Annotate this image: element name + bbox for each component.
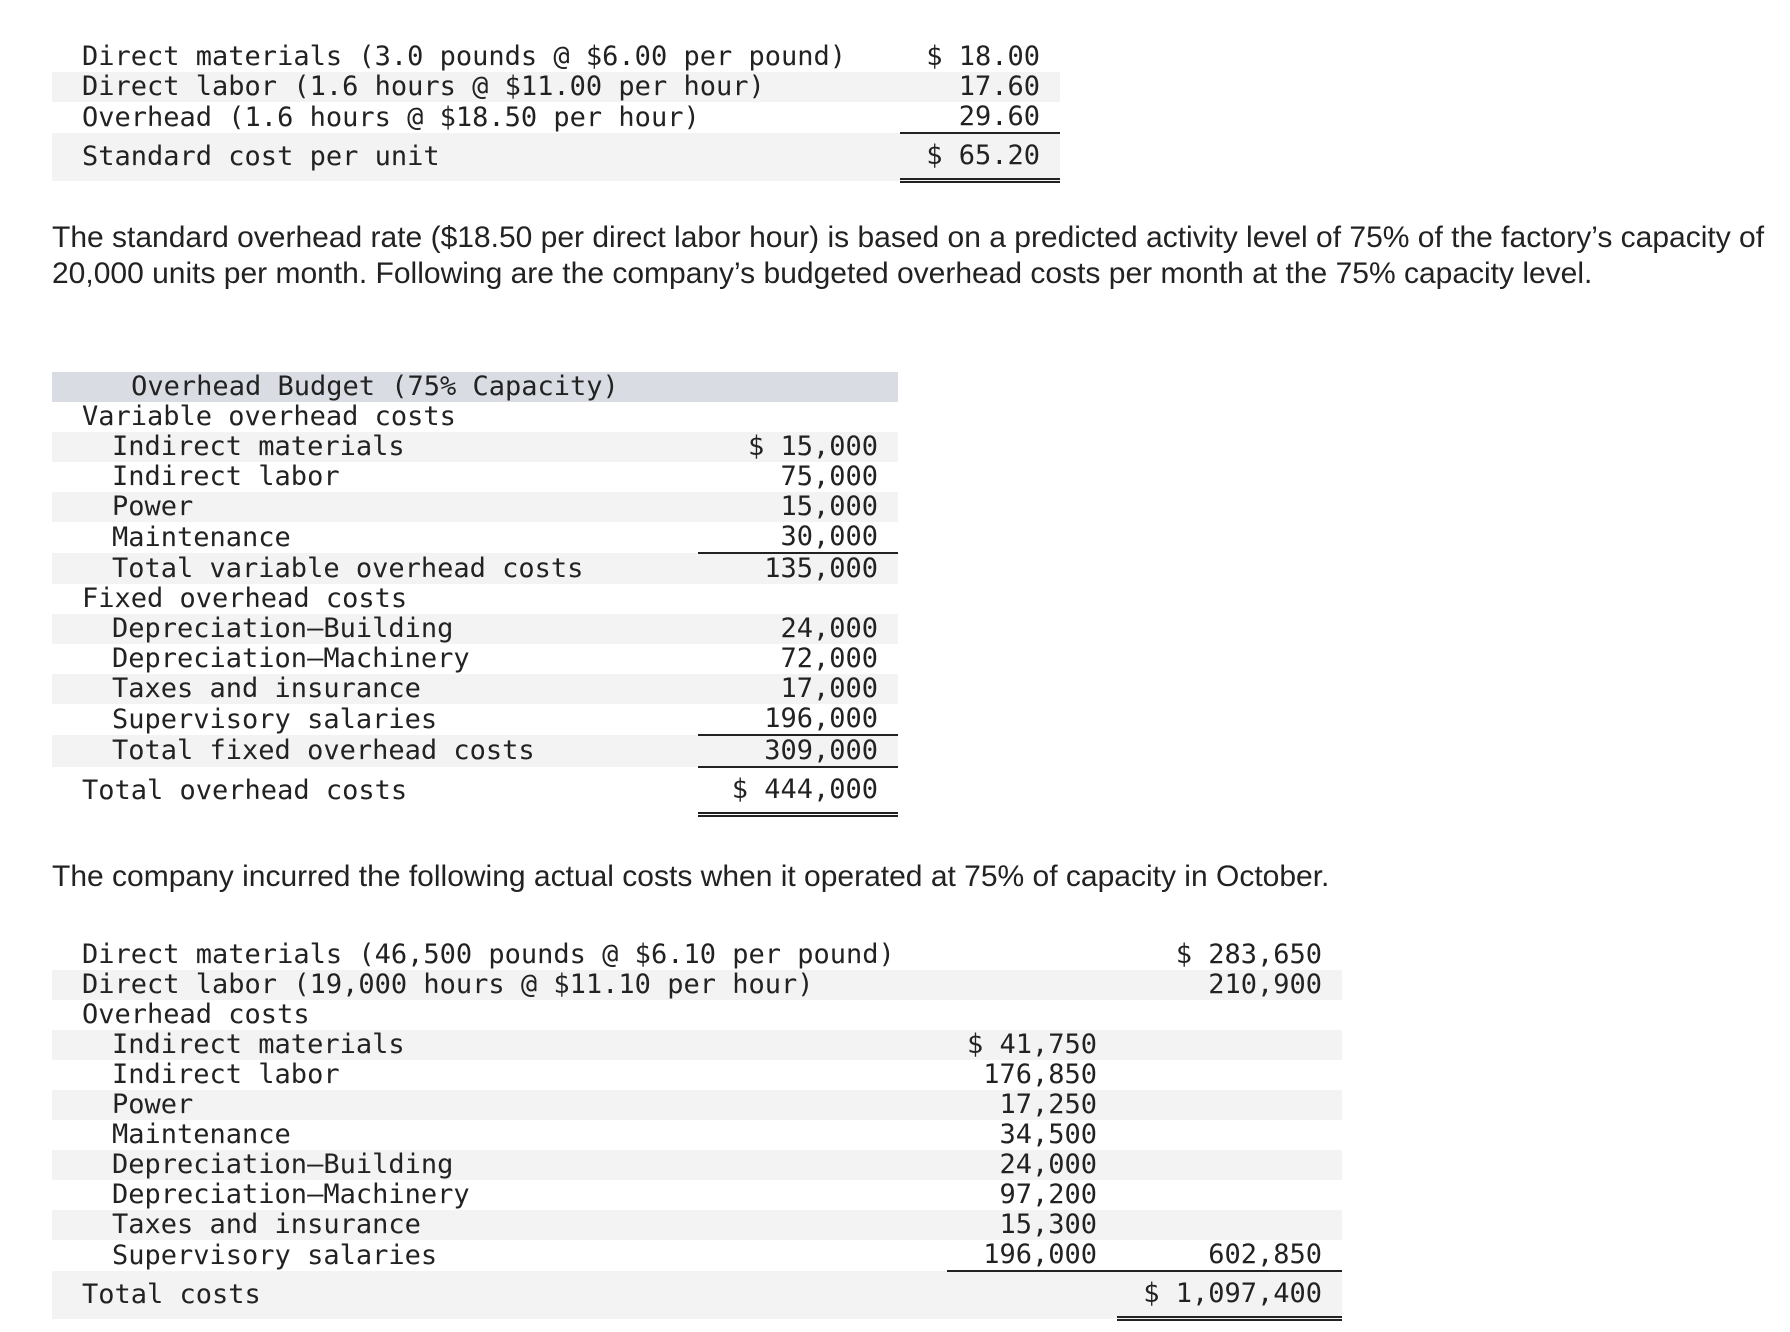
row-value: 75,000 bbox=[780, 461, 878, 492]
row-label: Power bbox=[52, 492, 698, 522]
total-row bbox=[52, 1271, 1342, 1319]
row-value: 34,500 bbox=[999, 1119, 1097, 1150]
row-value: 135,000 bbox=[698, 553, 898, 584]
row-value: 15,300 bbox=[947, 1210, 1117, 1240]
row-label: Direct materials (3.0 pounds @ $6.00 per pound) bbox=[82, 41, 847, 72]
table-row bbox=[52, 1060, 1342, 1090]
table-row bbox=[52, 970, 1342, 1000]
total-label: Standard cost per unit bbox=[52, 133, 900, 181]
total-row bbox=[52, 133, 1060, 181]
row-label: Taxes and insurance bbox=[52, 1210, 947, 1240]
section-heading: Overhead costs bbox=[82, 999, 310, 1030]
table-row bbox=[52, 1150, 1342, 1180]
standard-cost-table bbox=[52, 42, 1060, 183]
table-row bbox=[52, 492, 898, 522]
overhead-total-value: 602,850 bbox=[1117, 1240, 1342, 1271]
row-value: 17,000 bbox=[698, 674, 898, 704]
row-label: Taxes and insurance bbox=[52, 674, 698, 704]
row-value: 24,000 bbox=[947, 1150, 1117, 1180]
row-value: 72,000 bbox=[780, 643, 878, 674]
table-row bbox=[52, 432, 898, 462]
table-row bbox=[52, 1090, 1342, 1120]
row-label: Maintenance bbox=[112, 521, 291, 553]
row-label: Depreciation—Machinery bbox=[112, 643, 470, 674]
row-label: Indirect labor bbox=[112, 461, 340, 492]
row-label: Supervisory salaries bbox=[112, 703, 438, 735]
row-label: Indirect labor bbox=[112, 1059, 340, 1090]
table-row bbox=[52, 522, 898, 553]
row-value: 97,200 bbox=[999, 1179, 1097, 1210]
row-value: 196,000 bbox=[947, 1240, 1117, 1271]
row-value: 309,000 bbox=[698, 735, 898, 767]
row-label: Total fixed overhead costs bbox=[52, 735, 698, 767]
paragraph-overhead-rate: The standard overhead rate ($18.50 per direct labor hour) is based on a predicted activity level of 75% of the factory’s capacity of 20,000 units per month. Following are the company’s budgeted overhead costs per month at the 75% capacity level. bbox=[52, 221, 1765, 290]
table-row bbox=[52, 644, 898, 674]
paragraph-actual-costs: The company incurred the following actual costs when it operated at 75% of capacity in October. bbox=[52, 860, 1330, 893]
row-label: Indirect materials bbox=[52, 432, 698, 462]
budget-title: Overhead Budget (75% Capacity) bbox=[52, 372, 898, 402]
table-header bbox=[52, 372, 898, 402]
row-value: 15,000 bbox=[698, 492, 898, 522]
section-heading: Variable overhead costs bbox=[82, 401, 456, 432]
row-value: 196,000 bbox=[698, 704, 898, 735]
subtotal-row bbox=[52, 553, 898, 584]
section-heading: Fixed overhead costs bbox=[82, 583, 408, 614]
row-value: 29.60 bbox=[900, 102, 1060, 133]
table-row bbox=[52, 1120, 1342, 1150]
row-value: $ 283,650 bbox=[1175, 939, 1322, 970]
total-label: Total overhead costs bbox=[82, 774, 408, 806]
table-row bbox=[52, 42, 1060, 72]
total-row bbox=[52, 767, 898, 815]
row-label: Indirect materials bbox=[52, 1030, 947, 1060]
row-label: Power bbox=[52, 1090, 947, 1120]
row-value: 17,250 bbox=[947, 1090, 1117, 1120]
row-label: Depreciation—Building bbox=[52, 614, 698, 644]
table-row bbox=[52, 614, 898, 644]
table-row bbox=[52, 704, 898, 735]
row-label: Depreciation—Building bbox=[52, 1150, 947, 1180]
total-value: $ 65.20 bbox=[900, 133, 1060, 181]
table-row bbox=[52, 102, 1060, 133]
row-value: 176,850 bbox=[983, 1059, 1097, 1090]
overhead-budget-table bbox=[52, 372, 898, 817]
table-row bbox=[52, 72, 1060, 102]
row-label: Direct labor (1.6 hours @ $11.00 per hour) bbox=[52, 72, 900, 102]
total-value: $ 1,097,400 bbox=[1117, 1271, 1342, 1319]
row-label: Supervisory salaries bbox=[112, 1239, 438, 1271]
table-row bbox=[52, 940, 1342, 970]
row-value: 210,900 bbox=[1117, 970, 1342, 1000]
row-label: Maintenance bbox=[112, 1119, 291, 1150]
row-label: Direct labor (19,000 hours @ $11.10 per hour) bbox=[52, 970, 947, 1000]
row-value: 24,000 bbox=[698, 614, 898, 644]
total-value: $ 444,000 bbox=[698, 767, 898, 815]
table-row bbox=[52, 1210, 1342, 1240]
row-value: $ 41,750 bbox=[947, 1030, 1117, 1060]
subtotal-row bbox=[52, 735, 898, 767]
row-label: Total variable overhead costs bbox=[52, 553, 698, 584]
row-value: 30,000 bbox=[698, 522, 898, 553]
row-label: Overhead (1.6 hours @ $18.50 per hour) bbox=[82, 101, 700, 133]
table-row bbox=[52, 1030, 1342, 1060]
actual-costs-table bbox=[52, 940, 1342, 1321]
row-value: $ 15,000 bbox=[698, 432, 898, 462]
row-label: Depreciation—Machinery bbox=[112, 1179, 470, 1210]
row-value: 17.60 bbox=[900, 72, 1060, 102]
row-value: $ 18.00 bbox=[926, 41, 1040, 72]
table-row bbox=[52, 1180, 1342, 1210]
row-label: Direct materials (46,500 pounds @ $6.10 per pound) bbox=[82, 939, 895, 970]
total-label: Total costs bbox=[52, 1271, 947, 1319]
table-row bbox=[52, 462, 898, 492]
table-row bbox=[52, 1240, 1342, 1271]
table-row bbox=[52, 674, 898, 704]
